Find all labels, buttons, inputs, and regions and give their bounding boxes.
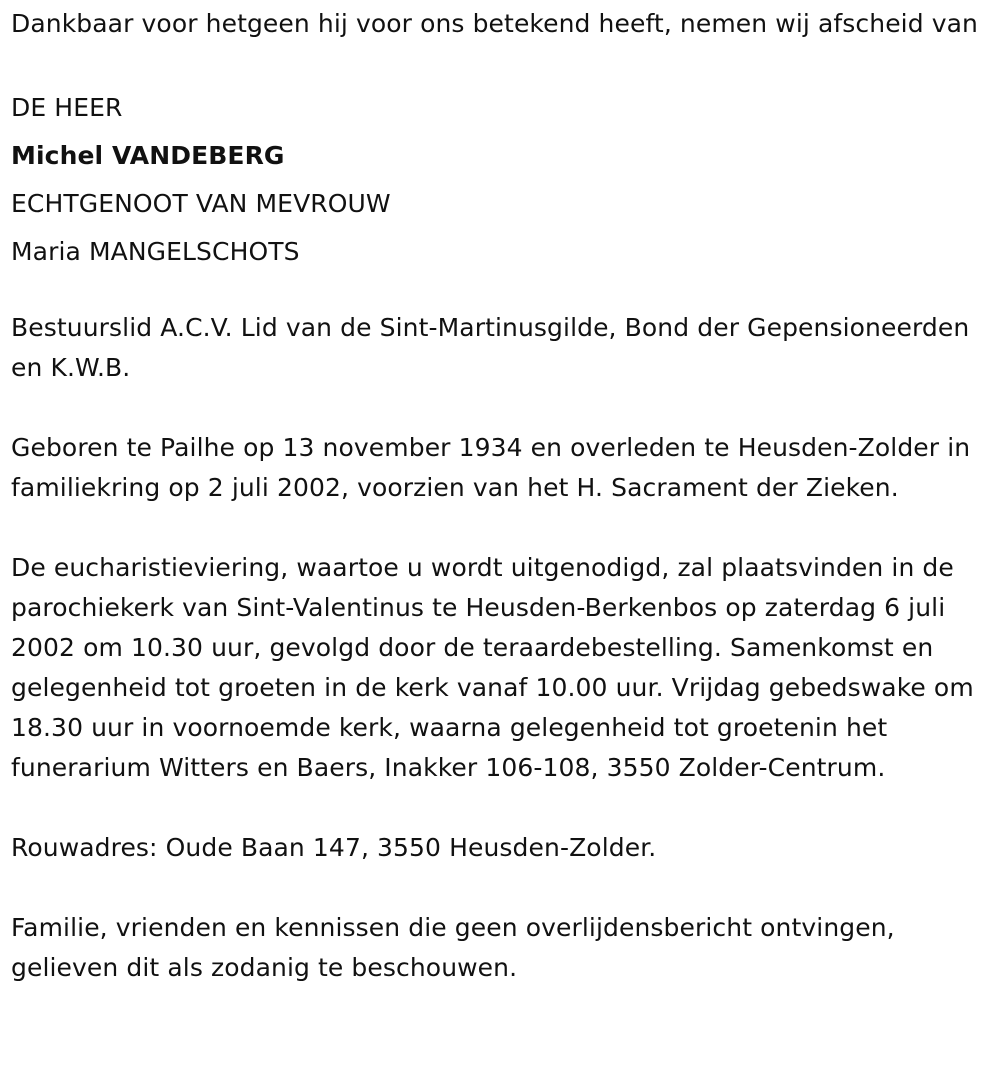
- deceased-name: Michel VANDEBERG: [11, 141, 285, 170]
- memberships-text: Bestuurslid A.C.V. Lid van de Sint-Martinusgilde, Bond der Gepensioneerden en K.W.B.: [11, 313, 970, 382]
- closing-text: Familie, vrienden en kennissen die geen overlijdensbericht ontvingen, gelieven dit als zodanig te beschouwen.: [11, 913, 895, 982]
- birth-death-text: Geboren te Pailhe op 13 november 1934 en overleden te Heusden-Zolder in familiekring op 2 juli 2002, voorzien van het H. Sacrament der Zieken.: [11, 433, 971, 502]
- mourning-address: Rouwadres: Oude Baan 147, 3550 Heusden-Zolder.: [11, 833, 657, 862]
- intro-text: Dankbaar voor hetgeen hij voor ons betekend heeft, nemen wij afscheid van: [11, 9, 978, 38]
- spouse-prefix: ECHTGENOOT VAN MEVROUW: [11, 189, 391, 218]
- salutation: DE HEER: [11, 93, 123, 122]
- spouse-name: Maria MANGELSCHOTS: [11, 237, 300, 266]
- ceremony-text: De eucharistieviering, waartoe u wordt uitgenodigd, zal plaatsvinden in de parochiekerk van Sint-Valentinus te Heusden-Berkenbos op zaterdag 6 juli 2002 om 10.30 uur, gevolgd door de teraardebestelling. Samenkomst en gelegenheid tot groeten in de kerk vanaf 10.00 uur. Vrijdag gebedswake om 18.30 uur in voornoemde kerk, waarna gelegenheid tot groetenin het funerarium Witters en Baers, Inakker 106-108, 3550 Zolder-Centrum.: [11, 553, 974, 782]
- deceased-block: [11, 84, 990, 276]
